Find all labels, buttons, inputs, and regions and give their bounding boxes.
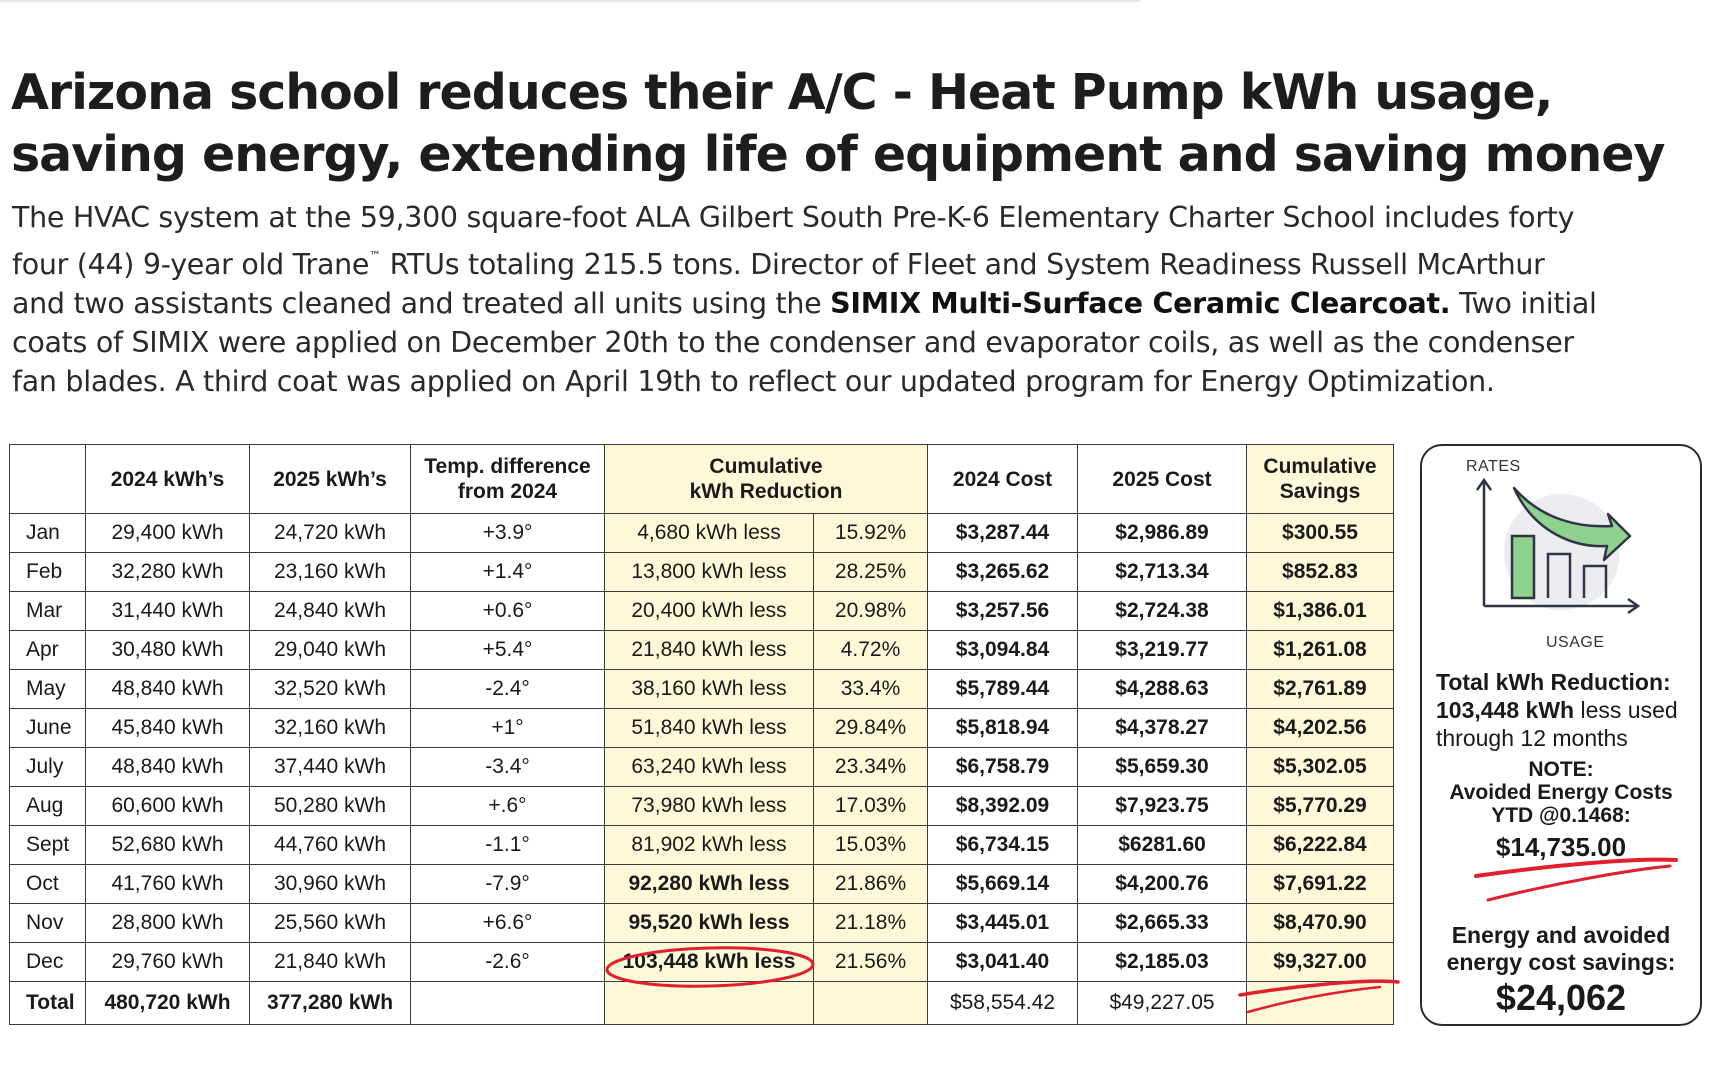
intro-line-3 (12, 284, 1702, 323)
kwh-2024-cell: 45,840 kWh (86, 709, 250, 748)
reduction-pct-cell: 21.56% (814, 943, 928, 982)
temp-diff-cell: +6.6° (411, 904, 605, 943)
cost-2024-cell: $8,392.09 (928, 787, 1078, 826)
reduction-cell: 20,400 kWh less (605, 592, 814, 631)
kwh-2024-cell: 52,680 kWh (86, 826, 250, 865)
temp-diff-cell: -7.9° (411, 865, 605, 904)
cost-2025-cell: $6281.60 (1078, 826, 1247, 865)
rates-usage-chart-icon (1462, 474, 1662, 634)
reduction-cell: 38,160 kWh less (605, 670, 814, 709)
kwh-2025-cell: 29,040 kWh (250, 631, 411, 670)
table-row (10, 826, 1394, 865)
temp-diff-cell: +0.6° (411, 592, 605, 631)
temp-diff-cell: -3.4° (411, 748, 605, 787)
table-body (10, 514, 1394, 982)
table-row (10, 514, 1394, 553)
intro-line-2-a: four (44) 9-year old Trane (12, 248, 370, 281)
temp-diff-cell: +1.4° (411, 553, 605, 592)
kwh-2025-cell: 21,840 kWh (250, 943, 411, 982)
trademark-symbol: ™ (369, 249, 381, 263)
cost-2025-cell: $4,288.63 (1078, 670, 1247, 709)
table-row (10, 904, 1394, 943)
header-cost-2025: 2025 Cost (1078, 445, 1247, 514)
kwh-2024-cell: 60,600 kWh (86, 787, 250, 826)
savings-line-2: energy cost savings: (1446, 949, 1676, 975)
cost-2024-cell: $5,789.44 (928, 670, 1078, 709)
table-row (10, 787, 1394, 826)
avoided-cost-amount: $14,735.00 (1495, 832, 1627, 862)
temp-diff-cell: -2.4° (411, 670, 605, 709)
cost-2025-cell: $7,923.75 (1078, 787, 1247, 826)
savings-cell: $1,386.01 (1247, 592, 1394, 631)
total-reduction-summary (1436, 668, 1696, 752)
reduction-cell: 63,240 kWh less (605, 748, 814, 787)
header-cumulative-reduction: Cumulative kWh Reduction (605, 445, 928, 514)
reduction-pct-cell: 28.25% (814, 553, 928, 592)
total-reduction-period: through 12 months (1436, 725, 1628, 751)
header-kwh-2025: 2025 kWh’s (250, 445, 411, 514)
intro-paragraph (12, 198, 1702, 401)
savings-cell: $8,470.90 (1247, 904, 1394, 943)
header-month (10, 445, 86, 514)
total-pct (814, 982, 928, 1025)
savings-cell: $2,761.89 (1247, 670, 1394, 709)
product-name: SIMIX Multi-Surface Ceramic Clearcoat. (830, 287, 1451, 320)
cost-2025-cell: $2,185.03 (1078, 943, 1247, 982)
note-line-2: Avoided Energy Costs (1449, 781, 1673, 804)
total-reduction-line (1436, 696, 1696, 724)
total-savings-amount: $24,062 (1495, 977, 1627, 1018)
savings-cell: $4,202.56 (1247, 709, 1394, 748)
reduction-pct-cell: 21.18% (814, 904, 928, 943)
savings-cell: $5,302.05 (1247, 748, 1394, 787)
kwh-2025-cell: 44,760 kWh (250, 826, 411, 865)
total-savings (1247, 982, 1394, 1025)
reduction-cell: 73,980 kWh less (605, 787, 814, 826)
reduction-pct-cell: 29.84% (814, 709, 928, 748)
reduction-pct-cell: 21.86% (814, 865, 928, 904)
kwh-2025-cell: 24,840 kWh (250, 592, 411, 631)
kwh-2024-cell: 28,800 kWh (86, 904, 250, 943)
header-kwh-2024: 2024 kWh’s (86, 445, 250, 514)
month-cell: July (10, 748, 86, 787)
cost-2024-cell: $6,734.15 (928, 826, 1078, 865)
cost-2024-cell: $3,265.62 (928, 553, 1078, 592)
reduction-cell: 13,800 kWh less (605, 553, 814, 592)
cost-2025-cell: $5,659.30 (1078, 748, 1247, 787)
table-row (10, 943, 1394, 982)
cost-2024-cell: $5,818.94 (928, 709, 1078, 748)
savings-cell: $300.55 (1247, 514, 1394, 553)
cost-2025-cell: $2,713.34 (1078, 553, 1247, 592)
reduction-pct-cell: 15.92% (814, 514, 928, 553)
page-title (11, 62, 1701, 186)
intro-line-4: coats of SIMIX were applied on December 20th to the condenser and evaporator coils, as well as the condenser (12, 326, 1574, 359)
table-row (10, 670, 1394, 709)
table-row (10, 592, 1394, 631)
cost-2025-cell: $3,219.77 (1078, 631, 1247, 670)
kwh-2025-cell: 23,160 kWh (250, 553, 411, 592)
month-cell: Feb (10, 553, 86, 592)
month-cell: Aug (10, 787, 86, 826)
cost-2024-cell: $5,669.14 (928, 865, 1078, 904)
temp-diff-cell: -1.1° (411, 826, 605, 865)
kwh-2025-cell: 32,520 kWh (250, 670, 411, 709)
kwh-2025-cell: 25,560 kWh (250, 904, 411, 943)
total-reduction-title: Total kWh Reduction: (1436, 669, 1671, 695)
total-cost-2025: $49,227.05 (1078, 982, 1247, 1025)
temp-diff-cell: +1° (411, 709, 605, 748)
total-savings-summary (1422, 922, 1700, 1020)
month-cell: Apr (10, 631, 86, 670)
kwh-2025-cell: 24,720 kWh (250, 514, 411, 553)
kwh-2024-cell: 29,400 kWh (86, 514, 250, 553)
kwh-2024-cell: 30,480 kWh (86, 631, 250, 670)
total-reduction-value: 103,448 kWh (1436, 697, 1575, 723)
reduction-cell: 92,280 kWh less (605, 865, 814, 904)
temp-diff-cell: +.6° (411, 787, 605, 826)
note-line-3: YTD @0.1468: (1491, 804, 1631, 827)
reduction-pct-cell: 20.98% (814, 592, 928, 631)
table-row (10, 709, 1394, 748)
summary-panel (1420, 444, 1702, 1026)
reduction-cell: 103,448 kWh less (605, 943, 814, 982)
month-cell: Sept (10, 826, 86, 865)
cost-2025-cell: $2,724.38 (1078, 592, 1247, 631)
avoided-cost-note (1422, 758, 1700, 865)
savings-cell: $1,261.08 (1247, 631, 1394, 670)
month-cell: June (10, 709, 86, 748)
month-cell: May (10, 670, 86, 709)
reduction-pct-cell: 33.4% (814, 670, 928, 709)
cost-2024-cell: $3,445.01 (928, 904, 1078, 943)
total-kwh-2024: 480,720 kWh (86, 982, 250, 1025)
savings-cell: $6,222.84 (1247, 826, 1394, 865)
reduction-pct-cell: 23.34% (814, 748, 928, 787)
intro-line-3-a: and two assistants cleaned and treated all units using the (12, 287, 831, 320)
temp-diff-cell: +3.9° (411, 514, 605, 553)
cost-2024-cell: $3,257.56 (928, 592, 1078, 631)
table-row (10, 748, 1394, 787)
month-cell: Dec (10, 943, 86, 982)
reduction-cell: 95,520 kWh less (605, 904, 814, 943)
usage-label: USAGE (1546, 634, 1605, 651)
kwh-2025-cell: 30,960 kWh (250, 865, 411, 904)
total-reduction-rest: less used (1574, 697, 1678, 723)
cost-2025-cell: $4,200.76 (1078, 865, 1247, 904)
kwh-2024-cell: 32,280 kWh (86, 553, 250, 592)
savings-cell: $7,691.22 (1247, 865, 1394, 904)
cost-2024-cell: $3,287.44 (928, 514, 1078, 553)
reduction-pct-cell: 4.72% (814, 631, 928, 670)
reduction-pct-cell: 15.03% (814, 826, 928, 865)
reduction-cell: 4,680 kWh less (605, 514, 814, 553)
kwh-2024-cell: 29,760 kWh (86, 943, 250, 982)
intro-line-2 (12, 237, 1702, 284)
intro-line-1: The HVAC system at the 59,300 square-foot ALA Gilbert South Pre-K-6 Elementary Charter School includes forty (12, 201, 1575, 234)
table-row (10, 631, 1394, 670)
total-reduction (605, 982, 814, 1025)
kwh-2024-cell: 31,440 kWh (86, 592, 250, 631)
total-temp (411, 982, 605, 1025)
cost-2024-cell: $6,758.79 (928, 748, 1078, 787)
table-row (10, 553, 1394, 592)
title-line-1: Arizona school reduces their A/C - Heat Pump kWh usage, (11, 64, 1553, 121)
intro-line-2-b: RTUs totaling 215.5 tons. Director of Fleet and System Readiness Russell McArthur (380, 248, 1545, 281)
kwh-2024-cell: 41,760 kWh (86, 865, 250, 904)
table-header-row (10, 445, 1394, 514)
intro-line-3-b: Two initial (1450, 287, 1597, 320)
top-rule (0, 0, 1140, 2)
reduction-cell: 21,840 kWh less (605, 631, 814, 670)
month-cell: Jan (10, 514, 86, 553)
cost-2024-cell: $3,041.40 (928, 943, 1078, 982)
cost-2024-cell: $3,094.84 (928, 631, 1078, 670)
reduction-cell: 51,840 kWh less (605, 709, 814, 748)
month-cell: Oct (10, 865, 86, 904)
kwh-2025-cell: 50,280 kWh (250, 787, 411, 826)
month-cell: Nov (10, 904, 86, 943)
cost-2025-cell: $2,986.89 (1078, 514, 1247, 553)
table-row (10, 865, 1394, 904)
month-cell: Mar (10, 592, 86, 631)
energy-table (9, 444, 1394, 1025)
temp-diff-cell: -2.6° (411, 943, 605, 982)
header-cost-2024: 2024 Cost (928, 445, 1078, 514)
table-total-row (10, 982, 1394, 1025)
note-label: NOTE: (1528, 758, 1594, 781)
kwh-2025-cell: 37,440 kWh (250, 748, 411, 787)
header-cumulative-savings: Cumulative Savings (1247, 445, 1394, 514)
title-line-2: saving energy, extending life of equipment and saving money (11, 126, 1665, 183)
cost-2025-cell: $2,665.33 (1078, 904, 1247, 943)
kwh-2024-cell: 48,840 kWh (86, 748, 250, 787)
savings-cell: $5,770.29 (1247, 787, 1394, 826)
reduction-cell: 81,902 kWh less (605, 826, 814, 865)
kwh-2024-cell: 48,840 kWh (86, 670, 250, 709)
reduction-pct-cell: 17.03% (814, 787, 928, 826)
total-label: Total (10, 982, 86, 1025)
temp-diff-cell: +5.4° (411, 631, 605, 670)
intro-line-5: fan blades. A third coat was applied on April 19th to reflect our updated program for Energy Optimization. (12, 365, 1495, 398)
savings-line-1: Energy and avoided (1451, 922, 1671, 948)
cost-2025-cell: $4,378.27 (1078, 709, 1247, 748)
kwh-2025-cell: 32,160 kWh (250, 709, 411, 748)
header-temp: Temp. difference from 2024 (411, 445, 605, 514)
total-kwh-2025: 377,280 kWh (250, 982, 411, 1025)
savings-cell: $852.83 (1247, 553, 1394, 592)
total-cost-2024: $58,554.42 (928, 982, 1078, 1025)
rates-label: RATES (1466, 458, 1521, 475)
savings-cell: $9,327.00 (1247, 943, 1394, 982)
